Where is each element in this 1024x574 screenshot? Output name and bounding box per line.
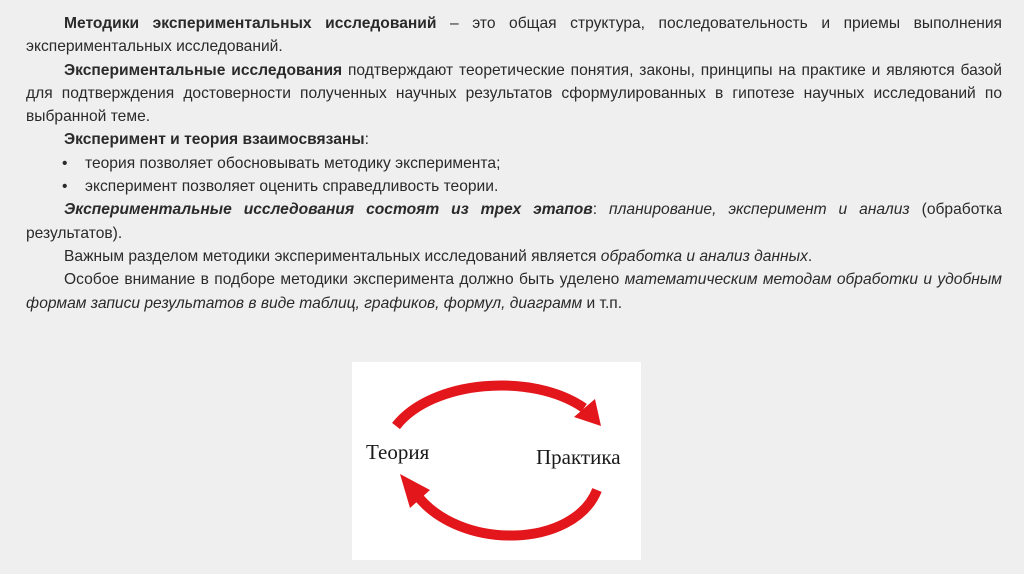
paragraph-experimental-research <box>26 59 1002 129</box>
relation-colon: : <box>364 131 369 149</box>
bullet-item <box>26 152 1002 175</box>
term-experimental-research: Экспериментальные исследования <box>64 61 343 79</box>
attention-text: Особое внимание в подборе методики эксперимента должно быть уделено <box>64 271 625 289</box>
bullet-text: эксперимент позволяет оценить справедливость теории. <box>85 178 499 196</box>
term-relation: Эксперимент и теория взаимосвязаны <box>64 131 365 149</box>
paragraph-data-analysis <box>26 245 1002 268</box>
term-stages: Экспериментальные исследования состоят из трех этапов <box>64 201 593 219</box>
attention-italic: математическим методам обработки и удобным формам записи результатов в виде таблиц, графиков, формул, диаграмм <box>26 271 1002 312</box>
bullet-item <box>26 175 1002 198</box>
definition-text: – это общая структура, последовательность и приемы выполнения экспериментальных исследований. <box>26 15 1003 56</box>
stages-list: планирование, эксперимент и анализ <box>597 201 910 219</box>
bullet-icon: • <box>62 178 68 196</box>
paragraph-definition <box>26 12 1002 59</box>
stages-colon: : <box>592 201 598 219</box>
text-content <box>26 12 1002 315</box>
bottom-arc-arrow <box>416 490 597 536</box>
stages-rest: (обработка результатов). <box>26 201 1003 242</box>
data-analysis-end: . <box>807 247 813 265</box>
experimental-research-text: подтверждают теоретические понятия, законы, принципы на практике и являются базой для подтверждения достоверности полученных научных результатов сформулированных в гипотезе научных исследований по выбранной теме. <box>26 61 1002 126</box>
bullet-icon: • <box>62 154 68 172</box>
paragraph-stages <box>26 198 1002 245</box>
top-arc-arrow <box>396 385 584 426</box>
data-analysis-italic: обработка и анализ данных <box>600 247 808 265</box>
paragraph-relation <box>26 128 1002 151</box>
bullet-text: теория позволяет обосновывать методику эксперимента; <box>85 154 501 172</box>
paragraph-attention <box>26 268 1002 315</box>
label-practice: Практика <box>536 445 621 469</box>
data-analysis-text: Важным разделом методики экспериментальных исследований является <box>64 247 601 265</box>
attention-end: и т.п. <box>582 294 623 312</box>
term-methods: Методики экспериментальных исследований <box>64 15 437 32</box>
theory-practice-cycle-diagram <box>352 362 641 560</box>
label-theory: Теория <box>366 440 430 464</box>
